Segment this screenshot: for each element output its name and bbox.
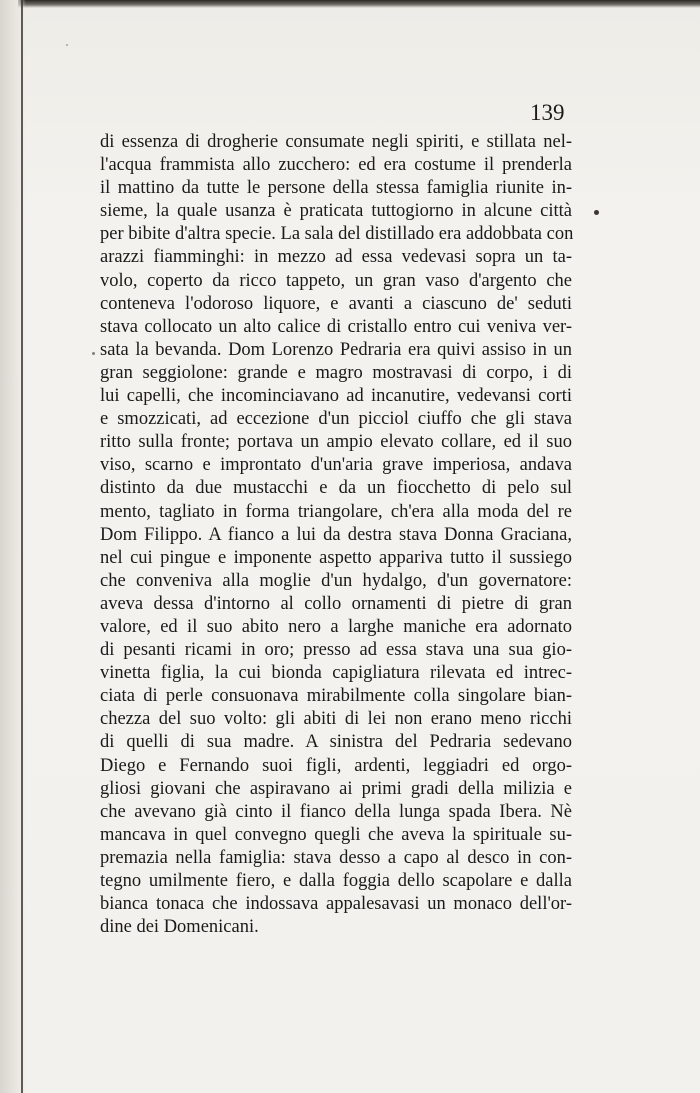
text-line: lui capelli, che incominciavano ad incanutire, vedevansi corti <box>100 386 572 407</box>
text-line: volo, coperto da ricco tappeto, un gran vaso d'argento che <box>100 270 572 291</box>
text-line: gliosi giovani che aspiravano ai primi gradi della milizia e <box>100 778 572 799</box>
ink-speck <box>92 352 95 355</box>
text-line: arazzi fiamminghi: in mezzo ad essa vedevasi sopra un ta- <box>100 247 572 268</box>
text-line: gran seggiolone: grande e magro mostravasi di corpo, i di <box>100 362 572 383</box>
text-line: l'acqua frammista allo zucchero: ed era costume il prenderla <box>100 155 572 176</box>
page-number: 139 <box>530 100 565 125</box>
text-line: sata la bevanda. Dom Lorenzo Pedraria era quivi assiso in un <box>100 339 572 360</box>
text-line: nel cui pingue e imponente aspetto appariva tutto il sussiego <box>100 547 572 568</box>
text-line: stava collocato un alto calice di cristallo entro cui veniva ver- <box>100 316 572 337</box>
text-line: di quelli di sua madre. A sinistra del Pedraria sedevano <box>100 732 572 753</box>
ink-speck <box>594 210 599 215</box>
text-line-last: dine dei Domenicani. <box>100 917 259 938</box>
text-line: bianca tonaca che indossava appalesavasi un monaco dell'or- <box>100 894 572 915</box>
text-line: tegno umilmente fiero, e dalla foggia dello scapolare e dalla <box>100 871 572 891</box>
page-binding-line <box>21 0 23 1093</box>
text-line: che conveniva alla moglie d'un hydalgo, d'un governatore: <box>100 570 572 591</box>
text-line: chezza del suo volto: gli abiti di lei non erano meno ricchi <box>100 709 572 730</box>
text-line: ritto sulla fronte; portava un ampio elevato collare, ed il suo <box>100 432 572 453</box>
text-line: mancava in quel convegno quegli che aveva la spirituale su- <box>100 824 572 845</box>
text-line: ciata di perle consuonava mirabilmente colla singolare bian- <box>100 686 572 707</box>
text-line: mento, tagliato in forma triangolare, ch'era alla moda del re <box>100 501 572 522</box>
text-line: valore, ed il suo abito nero a larghe maniche era adornato <box>100 616 572 637</box>
page-top-edge <box>18 0 700 8</box>
text-line: per bibite d'altra specie. La sala del distillado era addobbata con <box>100 224 574 245</box>
text-line: distinto da due mustacchi e da un fiocchetto di pelo sul <box>100 478 572 499</box>
text-line: conteneva l'odoroso liquore, e avanti a ciascuno de' seduti <box>100 293 572 314</box>
body-text <box>100 131 572 939</box>
text-line: e smozzicati, ad eccezione d'un picciol ciuffo che gli stava <box>100 409 572 430</box>
text-line: aveva dessa d'intorno al collo ornamenti di pietre di gran <box>100 593 572 614</box>
text-line: di essenza di drogherie consumate negli spiriti, e stillata nel- <box>100 132 572 152</box>
ink-speck <box>66 44 68 46</box>
text-line: Diego e Fernando suoi figli, ardenti, leggiadri ed orgo- <box>100 755 572 776</box>
text-line: di pesanti ricami in oro; presso ad essa stava una sua gio- <box>100 640 572 661</box>
text-line: sieme, la quale usanza è praticata tuttogiorno in alcune città <box>100 201 572 222</box>
text-line: vinetta figlia, la cui bionda capigliatura rilevata ed intrec- <box>100 663 572 684</box>
text-line: premazia nella famiglia: stava desso a capo al desco in con- <box>100 847 572 868</box>
text-line: il mattino da tutte le persone della stessa famiglia riunite in- <box>100 178 572 199</box>
text-line: che avevano già cinto il fianco della lunga spada Ibera. Nè <box>100 801 572 822</box>
text-line: viso, scarno e improntato d'un'aria grave imperiosa, andava <box>100 455 572 476</box>
text-line: Dom Filippo. A fianco a lui da destra stava Donna Graciana, <box>100 524 572 545</box>
